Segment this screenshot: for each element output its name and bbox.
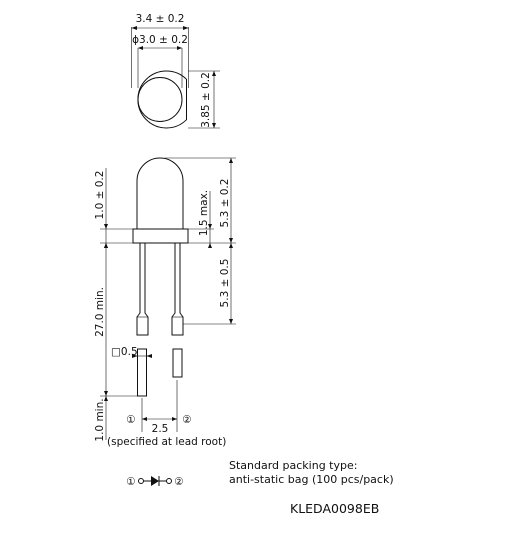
side-view: [94, 158, 236, 448]
dim-lens-height: 5.3 ± 0.2: [219, 178, 231, 228]
packing-note-line-1: Standard packing type:: [229, 459, 358, 472]
diode-symbol: [126, 476, 183, 488]
flange: [133, 229, 188, 243]
drawing-code: KLEDA0098EB: [290, 501, 380, 516]
top-view-outline: [138, 71, 187, 128]
dim-lead-standoff: 5.3 ± 0.5: [219, 258, 231, 308]
diode-arrow-icon: [151, 476, 159, 486]
lens-dome: [137, 158, 183, 229]
pin-2-label: ②: [182, 414, 192, 426]
dim-flat-height: 3.85 ± 0.2: [200, 72, 212, 128]
top-view-inner-circle: [138, 78, 182, 122]
packing-note-line-2: anti-static bag (100 pcs/pack): [229, 473, 394, 486]
dim-lead-square: □0.5: [111, 346, 138, 358]
dim-lead-length: 27.0 min.: [94, 287, 106, 337]
symbol-pin-1: ①: [126, 476, 136, 488]
pin-1-label: ①: [126, 414, 136, 426]
dim-pitch: 2.5: [151, 423, 169, 435]
symbol-pin-2: ②: [174, 476, 184, 488]
pitch-note: (specified at lead root): [107, 436, 227, 448]
dim-inner-diameter: ϕ3.0 ± 0.2: [132, 34, 188, 46]
lead-1: [137, 243, 148, 396]
dim-lead-end: 1.0 min.: [94, 398, 106, 442]
dim-flange-thickness: 1.0 ± 0.2: [94, 170, 106, 220]
dim-flange-max: 1.5 max.: [198, 189, 210, 237]
lead-2: [172, 243, 183, 377]
dim-outer-width: 3.4 ± 0.2: [135, 13, 185, 25]
top-view: [132, 13, 221, 128]
